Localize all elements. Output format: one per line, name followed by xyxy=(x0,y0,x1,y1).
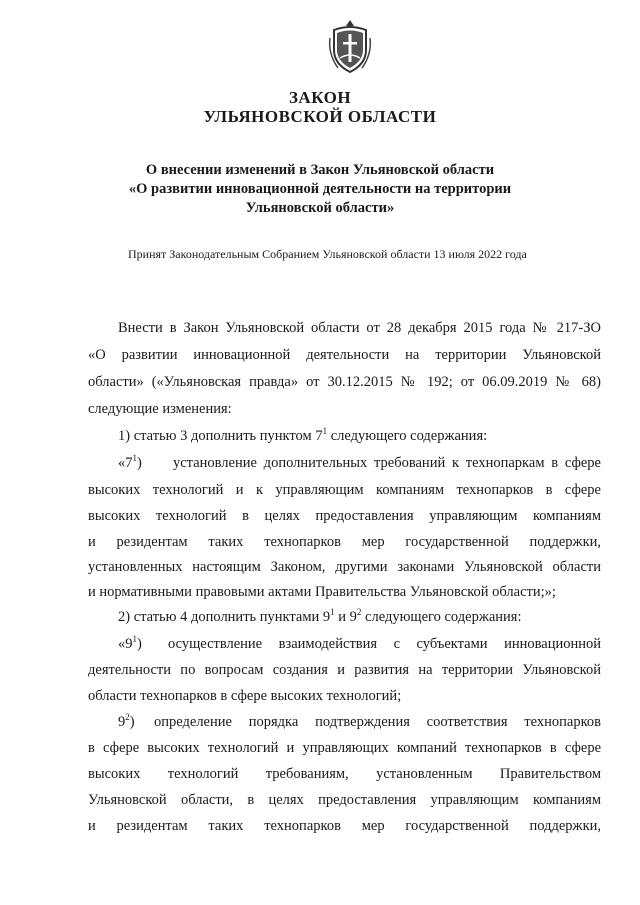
item-1-heading: 1) статью 3 дополнить пунктом $7^1$ следующего содержания: xyxy=(118,426,488,444)
body-line: области технопарков в сфере высоких технологий; xyxy=(88,688,402,704)
body-line: в сфере высоких технологий и управляющих компаний технопарков в сфере xyxy=(88,740,601,756)
subtitle-line: Ульяновской области» xyxy=(245,200,395,216)
subtitle-line: О внесении изменений в Закон Ульяновской области xyxy=(145,162,495,178)
body-line: Ульяновской области, в целях предоставления управляющим компаниям xyxy=(88,792,601,808)
body-line: Внести в Закон Ульяновской области от 28 декабря 2015 года № 217-ЗО xyxy=(118,320,601,336)
body-line: высоких технологий и к управляющим компаниям технопарков в сфере xyxy=(88,482,601,498)
adoption-note: Принят Законодательным Собранием Ульяновской области 13 июля 2022 года xyxy=(128,247,527,261)
body-line: и нормативными правовыми актами Правительства Ульяновской области;»; xyxy=(88,584,556,600)
body-line: деятельности по вопросам создания и развития на территории Ульяновской xyxy=(88,662,601,678)
body-line: «О развитии инновационной деятельности на территории Ульяновской xyxy=(88,347,601,363)
point-marker: «$7^1$) xyxy=(118,453,142,471)
body-line: и резидентам таких технопарков мер государственной поддержки, xyxy=(88,818,601,834)
body-line: установленных настоящим Законом, другими законами Ульяновской области xyxy=(88,559,601,575)
body-line: высоких технологий требованиям, установленным Правительством xyxy=(88,766,601,782)
body-line: следующие изменения: xyxy=(88,401,232,417)
item-2-heading: 2) статью 4 дополнить пунктами $9^1$ и $9^2$ следующего содержания: xyxy=(118,607,522,625)
body-line: высоких технологий в целях предоставления управляющим компаниям xyxy=(88,508,601,524)
law-title: ЗАКОН xyxy=(288,88,352,107)
point-marker: «$9^1$) xyxy=(118,634,142,652)
item-2-line: $9^2$) определение порядка подтверждения соответствия технопарков xyxy=(118,712,601,730)
law-region: УЛЬЯНОВСКОЙ ОБЛАСТИ xyxy=(203,107,437,126)
subtitle-line: «О развитии инновационной деятельности на территории xyxy=(128,181,512,197)
point-marker: $9^2$) xyxy=(118,712,135,730)
item-2-line: «$9^1$) осуществление взаимодействия с субъектами инновационной xyxy=(118,634,601,652)
coat-of-arms-icon xyxy=(328,18,372,76)
item-1-line: «$7^1$) установление дополнительных требований к технопаркам в сфере xyxy=(118,453,601,471)
body-line: области» («Ульяновская правда» от 30.12.2015 № 192; от 06.09.2019 № 68) xyxy=(88,374,601,390)
body-line: и резидентам таких технопарков мер государственной поддержки, xyxy=(88,534,601,550)
